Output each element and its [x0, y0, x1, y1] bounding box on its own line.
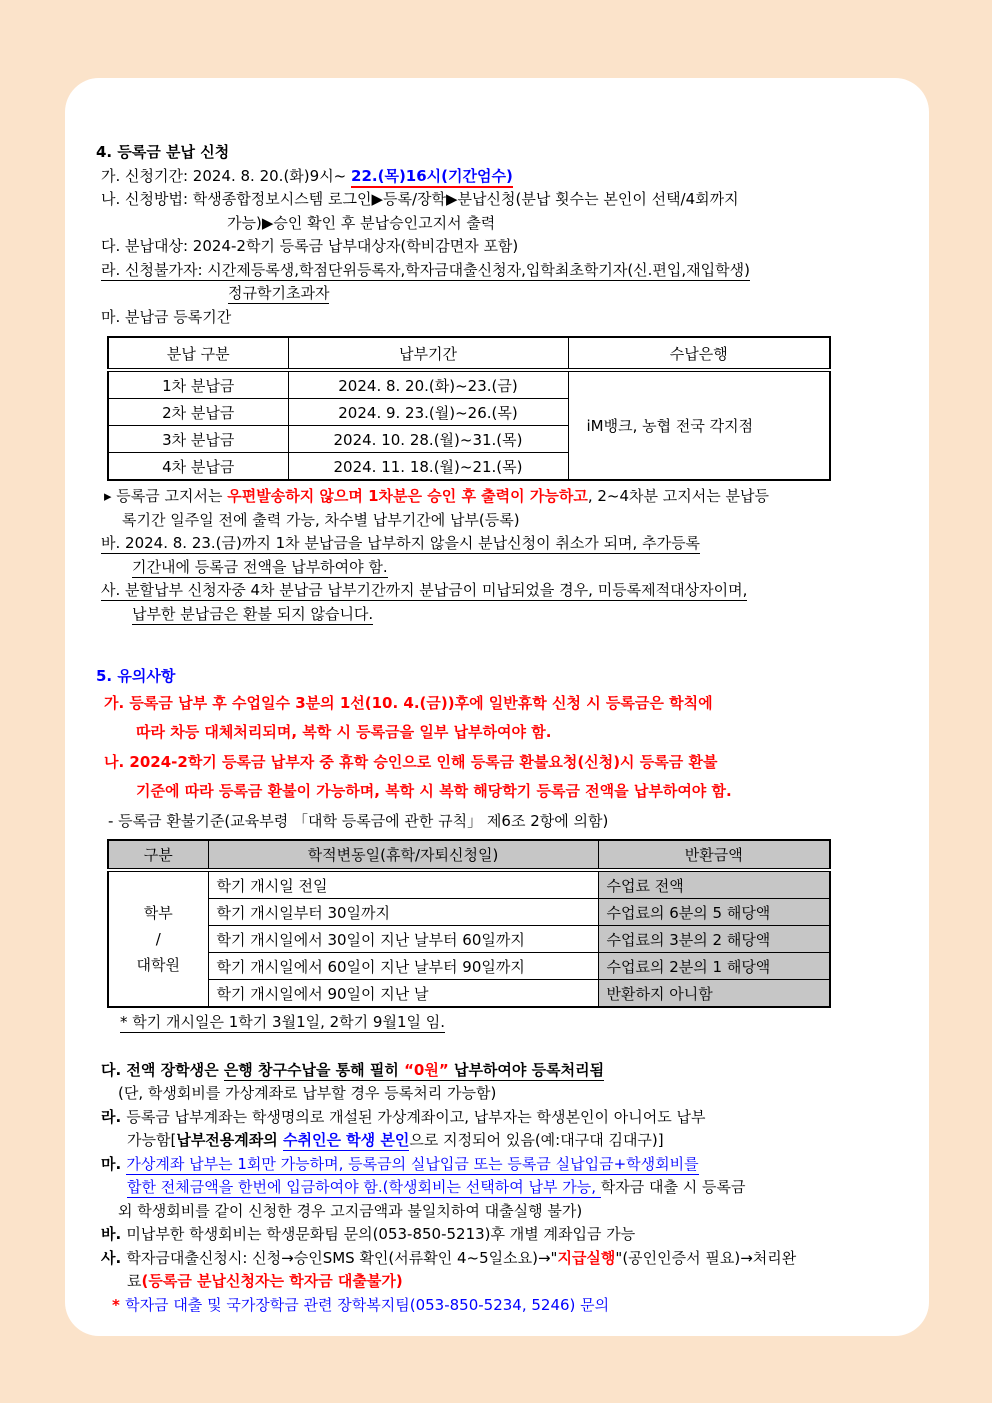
table-cell: 2024. 10. 28.(월)~31.(목) [288, 426, 568, 453]
table-cell: 수업료의 2분의 1 해당액 [598, 953, 830, 980]
table-row [108, 980, 830, 1008]
text-line [96, 718, 916, 748]
table-row [108, 899, 830, 926]
text-line [96, 1247, 916, 1271]
text-segment: “0원” [404, 1060, 449, 1079]
text-segment: 사. 분할납부 신청자중 4차 분납금 납부기간까지 분납금이 미납되었을 경우, 미등록제적대상자이며, [101, 581, 748, 599]
text-segment: 으로 지정되어 있음(예:대구대 김대구)] [409, 1131, 664, 1149]
text-segment: 다. 전액 장학생은 [101, 1060, 224, 1079]
text-line [96, 509, 916, 533]
text-segment: 마. [101, 1154, 127, 1173]
table-row [108, 370, 830, 399]
table-row [108, 926, 830, 953]
text-segment: 나. 신청방법: 학생종합정보시스템 로그인▶등록/장학▶분납신청(분납 횟수는 본인이 선택/4회까지 [101, 190, 739, 208]
table-row [108, 953, 830, 980]
text-line [96, 556, 916, 580]
text-line [96, 306, 916, 330]
text-segment: 외 학생회비를 같이 신청한 경우 고지금액과 불일치하여 대출실행 불가) [118, 1201, 583, 1220]
text-segment: 납부한 분납금은 환불 되지 않습니다. [132, 604, 374, 623]
text-segment: 학자금 대출 시 등록금 [600, 1178, 746, 1196]
text-line [96, 282, 916, 306]
text-line [96, 235, 916, 259]
text-segment: 납부하여야 등록처리됨 [448, 1060, 605, 1079]
text-line [96, 259, 916, 283]
text-segment: 22.(목)16시(기간엄수) [351, 167, 513, 188]
text-segment: 은행 창구수납을 통해 필히 [223, 1060, 405, 1079]
table-cell: 학기 개시일에서 30일이 지난 날부터 60일까지 [208, 926, 598, 953]
text-segment: * 학기 개시일은 1학기 3월1일, 2학기 9월1일 임. [120, 1013, 446, 1031]
group-label: / [155, 930, 161, 948]
text-segment: 가. 등록금 납부 후 수업일수 3분의 1선(10. 4.(금))후에 일반휴학 신청 시 등록금은 학칙에 [104, 693, 713, 712]
table-cell: 학기 개시일에서 90일이 지난 날 [208, 980, 598, 1008]
text-segment: 정규학기초과자 [228, 284, 330, 302]
text-segment: 학자금 대출 및 국가장학금 관련 장학복지팀(053-850-5234, 5246) 문의 [125, 1295, 610, 1314]
header-cell-refund-amount: 반환금액 [598, 840, 830, 870]
text-line [96, 1200, 916, 1224]
table-header-row [108, 337, 830, 370]
text-line [96, 165, 916, 189]
text-segment: 가. 신청기간: 2024. 8. 20.(화)9시~ [101, 166, 352, 185]
header-cell-payment-period: 납부기간 [288, 337, 568, 370]
text-line [96, 1270, 916, 1294]
table-cell: 학기 개시일에서 60일이 지난 날부터 90일까지 [208, 953, 598, 980]
refund-criteria-table [107, 839, 831, 1008]
text-line [96, 579, 916, 603]
table-cell: 2024. 11. 18.(월)~21.(목) [288, 453, 568, 481]
text-segment: 마. 분납금 등록기간 [101, 307, 232, 326]
table-cell: 학기 개시일 전일 [208, 870, 598, 899]
text-segment: 나. 2024-2학기 등록금 납부자 중 휴학 승인으로 인해 등록금 환불요청(신청)시 등록금 환불 [104, 752, 718, 771]
text-line [96, 603, 916, 627]
bank-cell: iM뱅크, 농협 전국 각지점 [568, 370, 830, 480]
table-cell: 4차 분납금 [108, 453, 288, 481]
text-line [96, 532, 916, 556]
text-line [96, 1129, 916, 1153]
section4-items [96, 165, 916, 330]
text-segment: 기간내에 등록금 전액을 납부하여야 함. [132, 557, 388, 576]
text-segment: 수취인은 학생 본인 [282, 1131, 410, 1149]
text-segment: 바. [101, 1225, 127, 1243]
text-line [96, 1011, 916, 1035]
text-segment: 등록금 납부계좌는 학생명의로 개설된 가상계좌이고, 납부자는 학생본인이 아니어도 납부 [126, 1107, 706, 1126]
document-card [65, 78, 929, 1336]
text-segment: * [112, 1295, 126, 1314]
text-line [96, 777, 916, 807]
document-content [65, 78, 916, 1317]
section5-notices [96, 689, 916, 837]
section5-title: 5. 유의사항 [96, 667, 176, 685]
text-segment: 가능)▶승인 확인 후 분납승인고지서 출력 [227, 213, 496, 232]
text-line [96, 1059, 916, 1083]
text-segment: 바. 2024. 8. 23.(금)까지 1차 분납금을 납부하지 않을시 분납신청이 취소가 되며, 추가등록 [101, 534, 701, 552]
group-label: 학부 [143, 904, 173, 922]
section5-final-notes [96, 1011, 916, 1317]
text-line [96, 1294, 916, 1318]
table-header-row [108, 840, 830, 870]
group-label: 대학원 [136, 956, 180, 974]
text-segment: 라. [101, 1107, 127, 1126]
table-cell: 1차 분납금 [108, 370, 288, 399]
section4-notes [96, 485, 916, 626]
text-segment: (등록금 분납신청자는 학자금 대출불가) [141, 1272, 403, 1290]
text-segment: 사. [101, 1248, 127, 1267]
text-segment: , 2~4차분 고지서는 분납등 [587, 487, 769, 505]
table-cell: 2024. 9. 23.(월)~26.(목) [288, 399, 568, 426]
group-cell [108, 870, 208, 1007]
text-line [96, 1082, 916, 1106]
header-cell-change-date: 학적변동일(휴학/자퇴신청일) [208, 840, 598, 870]
text-line [96, 1223, 916, 1247]
table-cell: 2차 분납금 [108, 399, 288, 426]
text-segment: 미납부한 학생회비는 학생문화팀 문의(053-850-5213)후 개별 계좌입금 가능 [126, 1225, 636, 1243]
text-line [96, 212, 916, 236]
table-cell: 수업료 전액 [598, 870, 830, 899]
text-segment: - 등록금 환불기준(교육부령 「대학 등록금에 관한 규칙」 제6조 2항에 의함) [108, 811, 609, 830]
text-segment: 지급실행 [557, 1248, 616, 1267]
text-segment: 가상계좌 납부는 1회만 가능하며, 등록금의 실납입금 또는 등록금 실납입금+학생회비를 [126, 1154, 699, 1173]
text-segment: "(공인인증서 필요)→처리완 [615, 1248, 797, 1267]
section4-title: 4. 등록금 분납 신청 [96, 143, 230, 161]
text-line [96, 1176, 916, 1200]
text-segment: 우편발송하지 않으며 1차분은 승인 후 출력이 가능하고 [227, 487, 588, 505]
table-row [108, 870, 830, 899]
text-segment: 기준에 따라 등록금 환불이 가능하며, 복학 시 복학 해당학기 등록금 전액을 납부하여야 함. [136, 782, 732, 800]
text-segment: 따라 차등 대체처리되며, 복학 시 등록금을 일부 납부하여야 함. [136, 723, 552, 741]
table-cell: 수업료의 6분의 5 해당액 [598, 899, 830, 926]
table-cell: 수업료의 3분의 2 해당액 [598, 926, 830, 953]
header-cell-installment-type: 분납 구분 [108, 337, 288, 370]
text-line [96, 748, 916, 778]
text-segment: 료 [127, 1272, 142, 1290]
text-line [96, 1106, 916, 1130]
text-line [96, 485, 916, 509]
text-segment: 다. 분납대상: 2024-2학기 등록금 납부대상자(학비감면자 포함) [101, 237, 519, 255]
text-segment: 합한 전체금액을 한번에 입금하여야 함.(학생회비는 선택하여 납부 가능, [127, 1178, 601, 1196]
text-line [96, 1153, 916, 1177]
text-line [96, 807, 916, 837]
header-cell-bank: 수납은행 [568, 337, 830, 370]
text-segment: 학자금대출신청시: 신청→승인SMS 확인(서류확인 4~5일소요)→" [126, 1248, 558, 1267]
text-segment: 납부전용계좌의 [176, 1131, 283, 1149]
installment-schedule-table [107, 336, 831, 481]
table-cell: 반환하지 아니함 [598, 980, 830, 1008]
text-segment: (단, 학생회비를 가상계좌로 납부할 경우 등록처리 가능함) [118, 1084, 497, 1102]
table-cell: 2024. 8. 20.(화)~23.(금) [288, 370, 568, 399]
text-line [96, 689, 916, 719]
text-segment: 가능함[ [127, 1131, 177, 1149]
text-segment: 록기간 일주일 전에 출력 가능, 차수별 납부기간에 납부(등록) [122, 510, 520, 529]
header-cell-category: 구분 [108, 840, 208, 870]
text-segment: ▸ 등록금 고지서는 [104, 487, 228, 505]
text-segment: 라. 신청불가자: 시간제등록생,학점단위등록자,학자금대출신청자,입학최초학기자(신.편입,재입학생) [101, 260, 750, 279]
text-line [96, 188, 916, 212]
table-cell: 3차 분납금 [108, 426, 288, 453]
table-cell: 학기 개시일부터 30일까지 [208, 899, 598, 926]
